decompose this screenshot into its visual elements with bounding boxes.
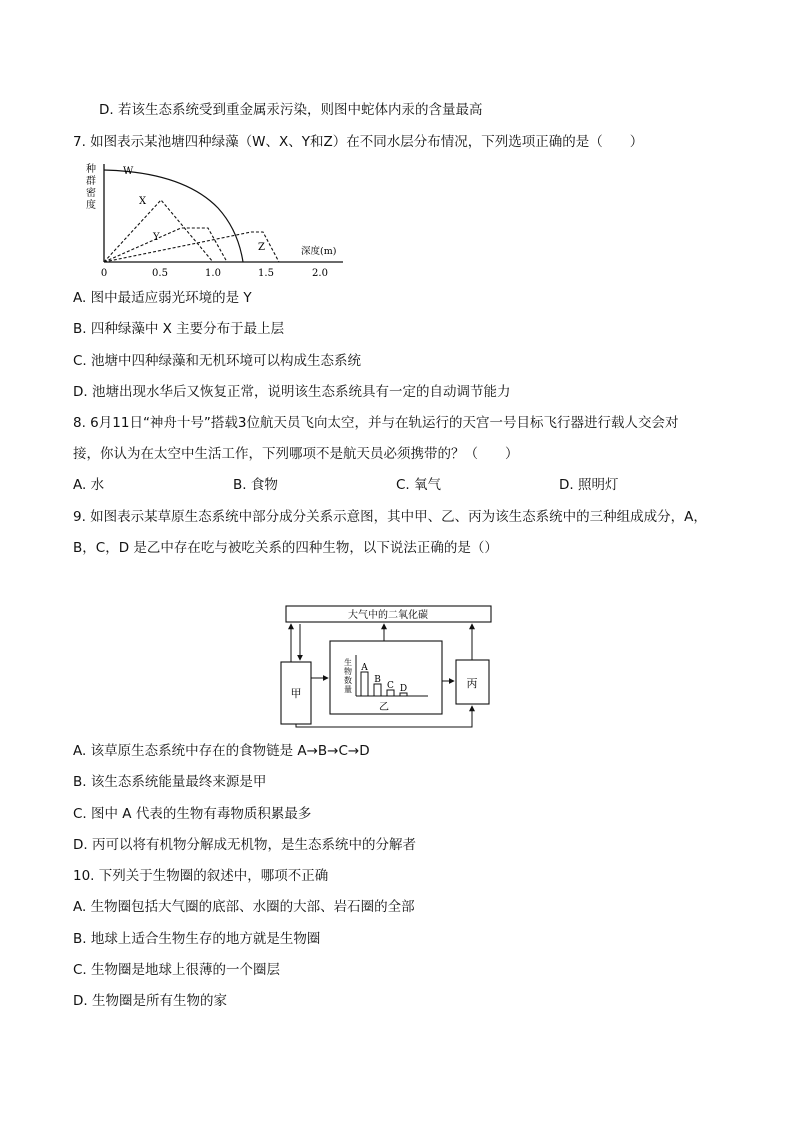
q9-inner-ylabel-char: 生 xyxy=(344,658,352,667)
q7-option-c: C. 池塘中四种绿藻和无机环境可以构成生态系统 xyxy=(73,353,362,369)
q9-yi-label: 乙 xyxy=(379,702,389,713)
q9-stem-line2: B，C，D 是乙中存在吃与被吃关系的四种生物，以下说法正确的是（） xyxy=(73,540,498,556)
q9-option-b: B. 该生态系统能量最终来源是甲 xyxy=(73,774,267,790)
q8-option-b: B. 食物 xyxy=(233,477,278,493)
q9-bar-label-d: D xyxy=(399,684,408,694)
q7-xlabel: 深度(m) xyxy=(301,246,337,257)
q7-curve-y xyxy=(104,228,227,262)
q9-bar-label-b: B xyxy=(374,675,381,685)
q9-bar-label-c: C xyxy=(387,681,394,691)
q8-stem-line1: 8. 6月11日“神舟十号”搭载3位航天员飞向太空，并与在轨运行的天宫一号目标飞行器进行载人交会对 xyxy=(73,415,679,431)
q7-ylabel-char: 密 xyxy=(86,188,96,199)
q7-ylabel-char: 群 xyxy=(86,176,96,187)
q9-option-d: D. 丙可以将有机物分解成无机物，是生态系统中的分解者 xyxy=(73,837,416,853)
q7-ylabel-char: 种 xyxy=(86,164,96,175)
q7-option-d: D. 池塘出现水华后又恢复正常，说明该生态系统具有一定的自动调节能力 xyxy=(73,384,511,400)
q10-option-d: D. 生物圈是所有生物的家 xyxy=(73,993,227,1009)
q9-inner-ylabel-char: 量 xyxy=(344,685,352,694)
q7-label-z: Z xyxy=(258,242,265,253)
q7-depth-density-figure xyxy=(73,158,353,282)
q7-ylabel-char: 度 xyxy=(86,200,96,211)
q8-option-c: C. 氧气 xyxy=(396,477,442,493)
q10-option-a: A. 生物圈包括大气圈的底部、水圈的大部、岩石圈的全部 xyxy=(73,899,415,915)
q9-inner-ylabel-char: 物 xyxy=(344,667,352,676)
q7-label-y: Y xyxy=(153,232,160,243)
q9-option-c: C. 图中 A 代表的生物有毒物质积累最多 xyxy=(73,806,312,822)
q9-option-a: A. 该草原生态系统中存在的食物链是 A→B→C→D xyxy=(73,743,370,759)
q7-stem: 7. 如图表示某池塘四种绿藻（W、X、Y和Z）在不同水层分布情况，下列选项正确的是（ ） xyxy=(73,134,644,150)
q9-co2-label: 大气中的二氧化碳 xyxy=(348,610,428,621)
q7-xtick: 0.5 xyxy=(152,268,168,279)
q7-xtick: 1.0 xyxy=(205,268,221,279)
q10-stem: 10. 下列关于生物圈的叙述中，哪项不正确 xyxy=(73,868,329,884)
q9-inner-ylabel-char: 数 xyxy=(344,676,352,685)
q7-xtick: 2.0 xyxy=(312,268,328,279)
q7-option-a: A. 图中最适应弱光环境的是 Y xyxy=(73,290,252,306)
q9-bar-a xyxy=(361,672,368,696)
q10-option-c: C. 生物圈是地球上很薄的一个圈层 xyxy=(73,962,281,978)
q7-curve-x xyxy=(104,200,213,262)
q8-option-a: A. 水 xyxy=(73,477,105,493)
q7-option-b: B. 四种绿藻中 X 主要分布于最上层 xyxy=(73,321,285,337)
q9-bing-label: 丙 xyxy=(466,677,478,690)
q6-option-d: D. 若该生态系统受到重金属汞污染，则图中蛇体内汞的含量最高 xyxy=(99,102,483,118)
q9-bar-label-a: A xyxy=(361,663,368,673)
q8-option-d: D. 照明灯 xyxy=(559,477,619,493)
q7-label-w: W xyxy=(123,166,134,177)
q7-xtick: 1.5 xyxy=(258,268,274,279)
q9-ecosystem-diagram xyxy=(278,603,500,731)
q9-jia-label: 甲 xyxy=(290,687,302,700)
q9-bar-b xyxy=(374,684,381,696)
q7-label-x: X xyxy=(139,196,147,207)
q8-stem-line2: 接，你认为在太空中生活工作，下列哪项不是航天员必须携带的？（ ） xyxy=(73,446,519,462)
q7-xtick: 0 xyxy=(100,268,108,279)
q10-option-b: B. 地球上适合生物生存的地方就是生物圈 xyxy=(73,931,321,947)
q9-stem-line1: 9. 如图表示某草原生态系统中部分成分关系示意图，其中甲、乙、丙为该生态系统中的三种组成成分，A， xyxy=(73,509,707,525)
